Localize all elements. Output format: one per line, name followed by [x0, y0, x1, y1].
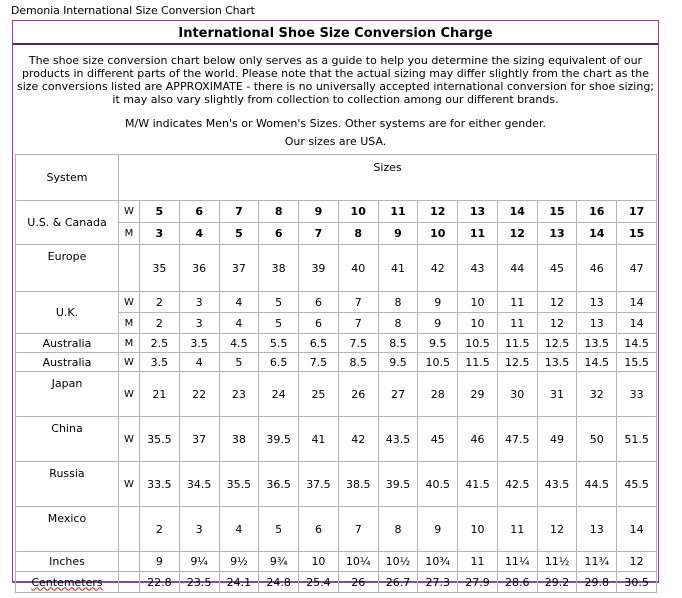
size-cell: 5 — [140, 201, 180, 223]
size-cell: 7 — [338, 507, 378, 552]
size-cell: 25 — [299, 372, 339, 417]
size-cell: 3 — [140, 223, 180, 245]
size-cell: 8 — [338, 223, 378, 245]
size-cell: 7 — [338, 292, 378, 313]
gender-cell — [119, 572, 140, 593]
size-cell: 29.8 — [577, 572, 617, 593]
size-cell: 5 — [219, 223, 259, 245]
size-cell: 30 — [497, 372, 537, 417]
size-cell: 39.5 — [259, 417, 299, 462]
table-row — [16, 572, 657, 593]
size-cell: 41.5 — [458, 462, 498, 507]
size-cell: 11.5 — [497, 334, 537, 353]
size-cell: 12 — [418, 201, 458, 223]
size-cell: 10 — [418, 223, 458, 245]
size-cell: 3 — [179, 313, 219, 334]
system-label: China — [16, 417, 119, 462]
table-row — [16, 552, 657, 572]
size-cell: 10.5 — [418, 353, 458, 372]
size-cell: 44 — [497, 245, 537, 292]
size-cell: 6 — [259, 223, 299, 245]
size-cell: 9 — [418, 292, 458, 313]
size-cell: 35.5 — [219, 462, 259, 507]
size-cell: 24 — [259, 372, 299, 417]
size-cell: 4.5 — [219, 334, 259, 353]
size-cell: 5 — [259, 507, 299, 552]
size-cell: 5 — [219, 353, 259, 372]
size-cell: 15 — [537, 201, 577, 223]
size-cell: 12 — [537, 292, 577, 313]
table-row — [16, 334, 657, 353]
gender-cell: W — [119, 372, 140, 417]
size-cell: 8.5 — [378, 334, 418, 353]
size-cell: 36.5 — [259, 462, 299, 507]
size-cell: 14 — [617, 507, 657, 552]
size-cell: 7.5 — [338, 334, 378, 353]
sizes-header: Sizes — [119, 155, 657, 201]
size-cell: 2.5 — [140, 334, 180, 353]
size-cell: 25.4 — [299, 572, 339, 593]
size-cell: 5 — [259, 313, 299, 334]
size-cell: 43 — [458, 245, 498, 292]
size-cell: 24.8 — [259, 572, 299, 593]
size-cell: 45 — [537, 245, 577, 292]
size-cell: 32 — [577, 372, 617, 417]
size-cell: 39.5 — [378, 462, 418, 507]
size-cell: 26 — [338, 572, 378, 593]
size-cell: 49 — [537, 417, 577, 462]
size-cell: 9¼ — [179, 552, 219, 572]
size-cell: 27 — [378, 372, 418, 417]
size-cell: 22.8 — [140, 572, 180, 593]
size-cell: 13 — [458, 201, 498, 223]
size-cell: 10¼ — [338, 552, 378, 572]
chart-frame — [12, 20, 659, 589]
size-cell: 14 — [617, 313, 657, 334]
size-cell: 29.2 — [537, 572, 577, 593]
size-cell: 7 — [219, 201, 259, 223]
size-cell: 12 — [537, 313, 577, 334]
size-cell: 33 — [617, 372, 657, 417]
size-cell: 47.5 — [497, 417, 537, 462]
size-cell: 31 — [537, 372, 577, 417]
system-label: Australia — [16, 334, 119, 353]
size-cell: 9.5 — [378, 353, 418, 372]
size-cell: 7 — [338, 313, 378, 334]
size-cell: 4 — [219, 313, 259, 334]
size-cell: 6.5 — [259, 353, 299, 372]
table-row — [16, 292, 657, 313]
size-cell: 13.5 — [577, 334, 617, 353]
size-cell: 23.5 — [179, 572, 219, 593]
size-cell: 13 — [577, 507, 617, 552]
intro-paragraph: The shoe size conversion chart below only serves as a guide to help you determine the sizing equivalent of our products in different parts of the world. Please note that the actual sizing may differ slightly from the chart as the size conversions listed are APPROXIMATE - there is no universally accepted international conversion for shoe sizing; it may also vary slightly from collection to collection among our different brands. — [17, 54, 655, 106]
size-cell: 12 — [537, 507, 577, 552]
size-cell: 11 — [497, 313, 537, 334]
size-cell: 10 — [299, 552, 339, 572]
size-cell: 11 — [378, 201, 418, 223]
size-cell: 4 — [219, 292, 259, 313]
size-cell: 2 — [140, 507, 180, 552]
table-row — [16, 417, 657, 462]
size-cell: 41 — [299, 417, 339, 462]
size-cell: 37 — [179, 417, 219, 462]
gender-cell: W — [119, 201, 140, 223]
size-cell: 27.9 — [458, 572, 498, 593]
size-cell: 38 — [259, 245, 299, 292]
size-cell: 12 — [497, 223, 537, 245]
size-cell: 5.5 — [259, 334, 299, 353]
size-cell: 3.5 — [140, 353, 180, 372]
size-cell: 13 — [577, 292, 617, 313]
size-cell: 14 — [577, 223, 617, 245]
size-cell: 6.5 — [299, 334, 339, 353]
size-cell: 12 — [617, 552, 657, 572]
size-cell: 35.5 — [140, 417, 180, 462]
size-cell: 8 — [259, 201, 299, 223]
size-cell: 38 — [219, 417, 259, 462]
system-header: System — [16, 155, 119, 201]
size-cell: 35 — [140, 245, 180, 292]
size-cell: 40.5 — [418, 462, 458, 507]
gender-cell — [119, 552, 140, 572]
system-label: U.S. & Canada — [16, 201, 119, 245]
size-cell: 51.5 — [617, 417, 657, 462]
size-cell: 41 — [378, 245, 418, 292]
size-cell: 11½ — [537, 552, 577, 572]
size-cell: 39 — [299, 245, 339, 292]
size-cell: 13 — [537, 223, 577, 245]
size-cell: 4 — [179, 223, 219, 245]
size-cell: 7 — [299, 223, 339, 245]
size-cell: 11 — [497, 292, 537, 313]
size-cell: 30.5 — [617, 572, 657, 593]
chart-heading: International Shoe Size Conversion Charge — [13, 21, 658, 45]
size-cell: 37 — [219, 245, 259, 292]
gender-note: M/W indicates Men's or Women's Sizes. Other systems are for either gender. — [125, 117, 546, 130]
size-cell: 9 — [378, 223, 418, 245]
size-cell: 28 — [418, 372, 458, 417]
size-cell: 11.5 — [458, 353, 498, 372]
size-cell: 10¾ — [418, 552, 458, 572]
size-cell: 4 — [219, 507, 259, 552]
size-cell: 47 — [617, 245, 657, 292]
size-cell: 8 — [378, 507, 418, 552]
size-cell: 45.5 — [617, 462, 657, 507]
size-cell: 14.5 — [617, 334, 657, 353]
size-cell: 22 — [179, 372, 219, 417]
system-label: Europe — [16, 245, 119, 292]
gender-cell: W — [119, 353, 140, 372]
size-cell: 9 — [418, 313, 458, 334]
size-cell: 15 — [617, 223, 657, 245]
table-row — [16, 353, 657, 372]
size-cell: 43.5 — [378, 417, 418, 462]
system-label: Australia — [16, 353, 119, 372]
table-row — [16, 245, 657, 292]
table-row — [16, 462, 657, 507]
size-cell: 10.5 — [458, 334, 498, 353]
table-row — [16, 372, 657, 417]
size-cell: 38.5 — [338, 462, 378, 507]
table-row — [16, 201, 657, 223]
system-label: Mexico — [16, 507, 119, 552]
size-cell: 11 — [458, 552, 498, 572]
size-cell: 11¼ — [497, 552, 537, 572]
size-cell: 26.7 — [378, 572, 418, 593]
size-cell: 43.5 — [537, 462, 577, 507]
table-row — [16, 507, 657, 552]
gender-cell — [119, 245, 140, 292]
size-cell: 46 — [577, 245, 617, 292]
size-cell: 6 — [299, 313, 339, 334]
size-cell: 27.3 — [418, 572, 458, 593]
size-cell: 10 — [458, 507, 498, 552]
size-cell: 3 — [179, 507, 219, 552]
system-label-text: Centemeters — [31, 575, 103, 589]
size-cell: 9.5 — [418, 334, 458, 353]
size-cell: 12.5 — [497, 353, 537, 372]
size-cell: 45 — [418, 417, 458, 462]
size-cell: 8 — [378, 313, 418, 334]
usa-note: Our sizes are USA. — [284, 135, 387, 148]
size-cell: 33.5 — [140, 462, 180, 507]
size-cell: 13.5 — [537, 353, 577, 372]
size-cell: 2 — [140, 292, 180, 313]
size-cell: 6 — [299, 292, 339, 313]
size-cell: 37.5 — [299, 462, 339, 507]
size-cell: 12.5 — [537, 334, 577, 353]
size-cell: 36 — [179, 245, 219, 292]
size-cell: 9 — [299, 201, 339, 223]
size-cell: 7.5 — [299, 353, 339, 372]
size-cell: 26 — [338, 372, 378, 417]
size-cell: 10 — [458, 313, 498, 334]
size-cell: 21 — [140, 372, 180, 417]
size-cell: 11 — [497, 507, 537, 552]
gender-cell: M — [119, 334, 140, 353]
gender-cell: W — [119, 462, 140, 507]
size-cell: 23 — [219, 372, 259, 417]
size-cell: 50 — [577, 417, 617, 462]
gender-cell: W — [119, 417, 140, 462]
size-cell: 10½ — [378, 552, 418, 572]
size-cell: 4 — [179, 353, 219, 372]
size-cell: 9 — [140, 552, 180, 572]
size-cell: 34.5 — [179, 462, 219, 507]
intro-section — [17, 54, 654, 148]
size-cell: 40 — [338, 245, 378, 292]
size-cell: 2 — [140, 313, 180, 334]
size-cell: 11 — [458, 223, 498, 245]
size-cell: 15.5 — [617, 353, 657, 372]
gender-cell: M — [119, 223, 140, 245]
size-cell: 16 — [577, 201, 617, 223]
size-cell: 28.6 — [497, 572, 537, 593]
size-cell: 24.1 — [219, 572, 259, 593]
size-cell: 14 — [497, 201, 537, 223]
table-header-row — [16, 155, 657, 201]
size-cell: 13 — [577, 313, 617, 334]
gender-cell: W — [119, 292, 140, 313]
size-cell: 9¾ — [259, 552, 299, 572]
size-cell: 3.5 — [179, 334, 219, 353]
size-cell: 42 — [418, 245, 458, 292]
size-cell: 10 — [458, 292, 498, 313]
size-cell: 42.5 — [497, 462, 537, 507]
size-cell: 44.5 — [577, 462, 617, 507]
size-cell: 14 — [617, 292, 657, 313]
page-title: Demonia International Size Conversion Chart — [11, 4, 255, 17]
size-cell: 46 — [458, 417, 498, 462]
size-cell: 8.5 — [338, 353, 378, 372]
size-cell: 3 — [179, 292, 219, 313]
size-cell: 10 — [338, 201, 378, 223]
gender-cell: M — [119, 313, 140, 334]
size-cell: 11¾ — [577, 552, 617, 572]
size-cell: 8 — [378, 292, 418, 313]
gender-cell — [119, 507, 140, 552]
size-conversion-table — [15, 154, 657, 593]
system-label: Inches — [16, 552, 119, 572]
size-cell: 42 — [338, 417, 378, 462]
size-cell: 9½ — [219, 552, 259, 572]
size-cell: 29 — [458, 372, 498, 417]
system-label: U.K. — [16, 292, 119, 334]
size-cell: 6 — [179, 201, 219, 223]
system-label: Japan — [16, 372, 119, 417]
size-cell: 6 — [299, 507, 339, 552]
size-cell: 17 — [617, 201, 657, 223]
size-cell: 9 — [418, 507, 458, 552]
size-cell: 5 — [259, 292, 299, 313]
system-label: Russia — [16, 462, 119, 507]
size-cell: 14.5 — [577, 353, 617, 372]
system-label — [16, 572, 119, 593]
